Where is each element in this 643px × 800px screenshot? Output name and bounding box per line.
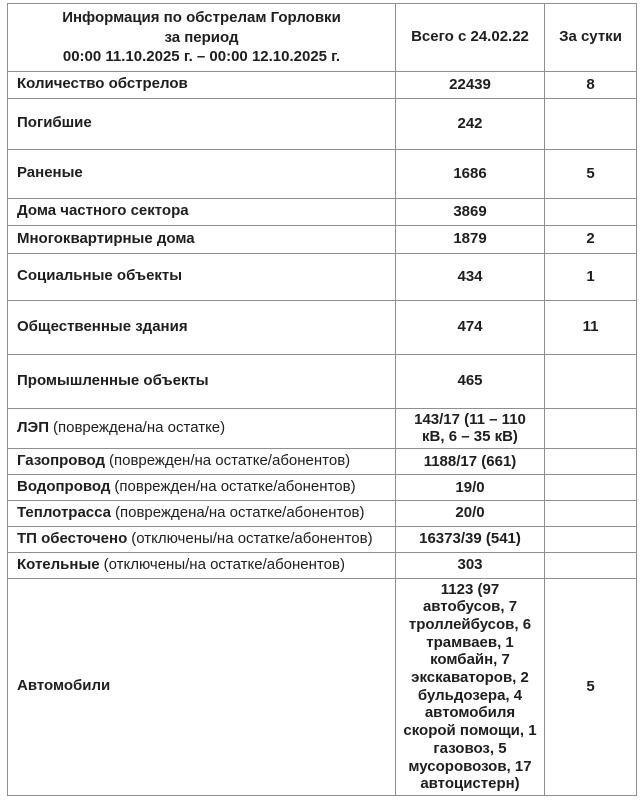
row-total-value: 16373/39 (541) [396,526,545,552]
table-row-apartment-buildings [8,225,637,253]
row-label-cell [8,198,396,225]
table-title-line-2: за период [164,28,239,46]
row-total-value: 434 [396,253,545,300]
row-label-note: (поврежден/на остатке/абонентов) [114,478,356,495]
row-label-cell [8,526,396,552]
row-total-value: 303 [396,552,545,578]
row-daily-value: 5 [545,578,637,795]
row-label-cell [8,71,396,98]
row-label-cell [8,300,396,354]
row-label-cell [8,149,396,198]
row-label-cell [8,474,396,500]
row-total-value: 1686 [396,149,545,198]
row-label-cell [8,578,396,795]
table-row-transformer-substations [8,526,637,552]
row-label: Газопровод [17,452,105,469]
row-daily-value: 5 [545,149,637,198]
row-label: Раненые [17,164,83,182]
table-row-gas-pipeline [8,448,637,474]
row-label: Промышленные объекты [17,371,209,389]
row-total-value: 1188/17 (661) [396,448,545,474]
row-daily-value: 2 [545,225,637,253]
row-label: ЛЭП [17,418,49,436]
row-label-cell [8,225,396,253]
table-title-line-3: 00:00 11.10.2025 г. – 00:00 12.10.2025 г. [62,48,341,65]
row-label: Многоквартирные дома [17,229,195,247]
table-title-line-1: Информация по обстрелам Горловки [62,9,341,26]
row-label-note: (отключены/на остатке/абонентов) [131,529,373,547]
row-label-note: (отключены/на остатке/абонентов) [103,555,345,573]
table-header-row [8,4,637,72]
table-row-wounded [8,149,637,198]
table-row-heating-main [8,500,637,526]
row-label-cell [8,98,396,149]
row-label-cell [8,552,396,578]
table-row-power-lines [8,408,637,448]
row-label: Дома частного сектора [17,202,189,220]
row-daily-value [545,526,637,552]
row-total-value: 20/0 [396,500,545,526]
row-label: Автомобили [17,677,111,695]
row-total-value: 474 [396,300,545,354]
row-daily-value [545,198,637,225]
row-label-note: (повреждена/на остатке) [52,418,226,436]
row-total-value: 3869 [396,198,545,225]
row-daily-value [545,474,637,500]
row-daily-value [545,98,637,149]
shelling-info-table [7,3,637,796]
table-row-industrial-objects [8,354,637,408]
row-label-note: (поврежден/на остатке/абонентов) [108,452,351,469]
row-daily-value: 8 [545,71,637,98]
table-row-boiler-houses [8,552,637,578]
row-label: Общественные здания [17,317,188,335]
row-daily-value: 1 [545,253,637,300]
row-total-value: 242 [396,98,545,149]
row-daily-value [545,408,637,448]
table-row-vehicles [8,578,637,795]
row-daily-value [545,552,637,578]
row-label: Количество обстрелов [17,75,188,93]
row-total-value: 143/17 (11 – 110 кВ, 6 – 35 кВ) [396,408,545,448]
row-daily-value: 11 [545,300,637,354]
row-label: Водопровод [17,478,111,495]
row-label: ТП обесточено [17,529,128,547]
row-label-cell [8,253,396,300]
row-label-cell [8,500,396,526]
row-daily-value [545,448,637,474]
row-label: Котельные [17,555,100,573]
row-total-value: 1879 [396,225,545,253]
table-row-public-buildings [8,300,637,354]
row-total-value: 465 [396,354,545,408]
row-label-cell [8,448,396,474]
table-row-shelling-count [8,71,637,98]
row-label-note: (повреждена/на остатке/абонентов) [115,503,365,521]
row-daily-value [545,500,637,526]
row-total-value: 22439 [396,71,545,98]
row-label: Социальные объекты [17,267,183,285]
table-row-social-objects [8,253,637,300]
row-label: Теплотрасса [17,503,111,521]
table-row-killed [8,98,637,149]
row-daily-value [545,354,637,408]
table-row-water-pipeline [8,474,637,500]
table-title-cell [8,4,396,72]
column-header-total: Всего с 24.02.22 [396,4,545,72]
table-row-private-houses [8,198,637,225]
row-total-value: 1123 (97 автобусов, 7 троллейбусов, 6 трамваев, 1 комбайн, 7 экскаваторов, 2 бульдозера, 4 автомобиля скорой помощи, 1 газовоз, 5 мусоровозов, 17 автоцистерн) [396,578,545,795]
column-header-daily: За сутки [545,4,637,72]
row-label-cell [8,408,396,448]
page [0,3,643,800]
row-total-value: 19/0 [396,474,545,500]
row-label-cell [8,354,396,408]
row-label: Погибшие [17,114,92,132]
